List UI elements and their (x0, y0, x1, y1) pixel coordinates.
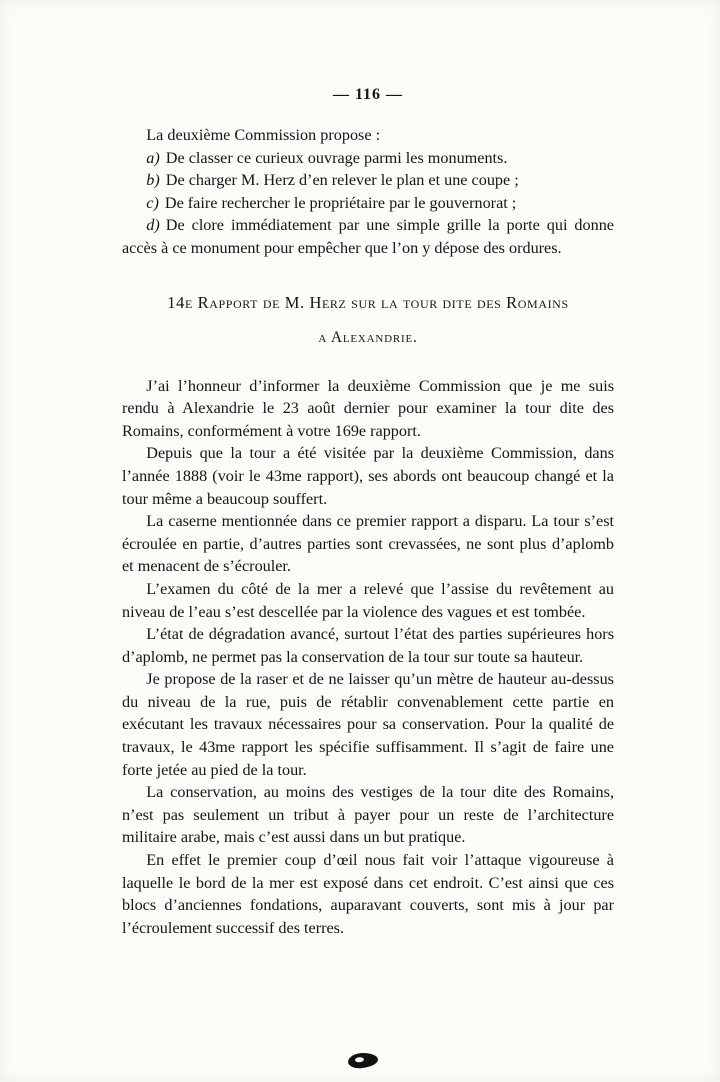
paragraph: L’état de dégradation avancé, surtout l’état des parties supérieures hors d’aplomb, ne permet pas la conservation de la tour sur toute sa hauteur. (122, 625, 614, 666)
paragraph: En effet le premier coup d’œil nous fait voir l’attaque vigoureuse à laquelle le bord de la mer est exposé dans cet endroit. C’est ainsi que ces blocs d’anciennes fondations, auparavant couverts, sont mis à jour par l’écroulement successif des terres. (122, 851, 614, 937)
paragraph: Je propose de la raser et de ne laisser qu’un mètre de hauteur au-dessus du niveau de la rue, puis de rétablir convenablement cette partie en exécutant les travaux nécessaires pour sa conservation. Pour la qualité de travaux, le 43me rapport les spécifie suffisamment. Il s’agit de faire une forte jetée au pied de la tour. (122, 670, 614, 779)
section-heading (122, 292, 614, 349)
text-block (122, 86, 614, 939)
list-item-marker: d) (146, 216, 160, 235)
section-title: 14e Rapport de M. Herz sur la tour dite des Romains (167, 292, 569, 312)
list-item-a (122, 147, 614, 170)
intro-lead: La deuxième Commission propose : (146, 126, 381, 144)
list-item-text: De classer ce curieux ouvrage parmi les monuments. (165, 148, 508, 167)
list-item-text: De clore immédiatement par une simple grille la porte qui donne accès à ce monument pour empêcher que l’on y dépose des ordures. (122, 216, 614, 257)
list-item-marker: b) (146, 171, 160, 190)
page-number: — 116 — (332, 86, 404, 103)
list-item-text: De charger M. Herz d’en relever le plan et une coupe ; (165, 171, 519, 190)
list-item-marker: c) (146, 193, 159, 212)
paragraph: La conservation, au moins des vestiges de la tour dite des Romains, n’est pas seulement un tribut à payer pour un reste de l’architecture militaire arabe, mais c’est aussi dans un but pratique. (122, 783, 614, 847)
paragraph: J’ai l’honneur d’informer la deuxième Commission que je me suis rendu à Alexandrie le 23 août dernier pour examiner la tour dite des Romains, conformément à votre 169e rapport. (122, 376, 614, 440)
list-item-d (122, 214, 614, 259)
list-item-c (122, 192, 614, 215)
paragraph: La caserne mentionnée dans ce premier rapport a disparu. La tour s’est écroulée en partie, d’autres parties sont crevassées, ne sont plus d’aplomb et menacent de s’écrouler. (122, 512, 614, 576)
paragraph: L’examen du côté de la mer a relevé que l’assise du revêtement au niveau de l’eau s’est descellée par la violence des vagues et est tombée. (122, 579, 614, 621)
list-item-text: De faire rechercher le propriétaire par le gouvernorat ; (164, 193, 517, 212)
body-paragraphs (122, 375, 614, 940)
list-item-marker: a) (146, 148, 160, 167)
section-subtitle: a Alexandrie. (318, 328, 418, 346)
ink-smudge (348, 1052, 379, 1069)
paragraph: Depuis que la tour a été visitée par la deuxième Commission, dans l’année 1888 (voir le 43me rapport), ses abords ont beaucoup changé et la tour même a beaucoup souffert. (122, 444, 614, 508)
list-item-b (122, 169, 614, 192)
